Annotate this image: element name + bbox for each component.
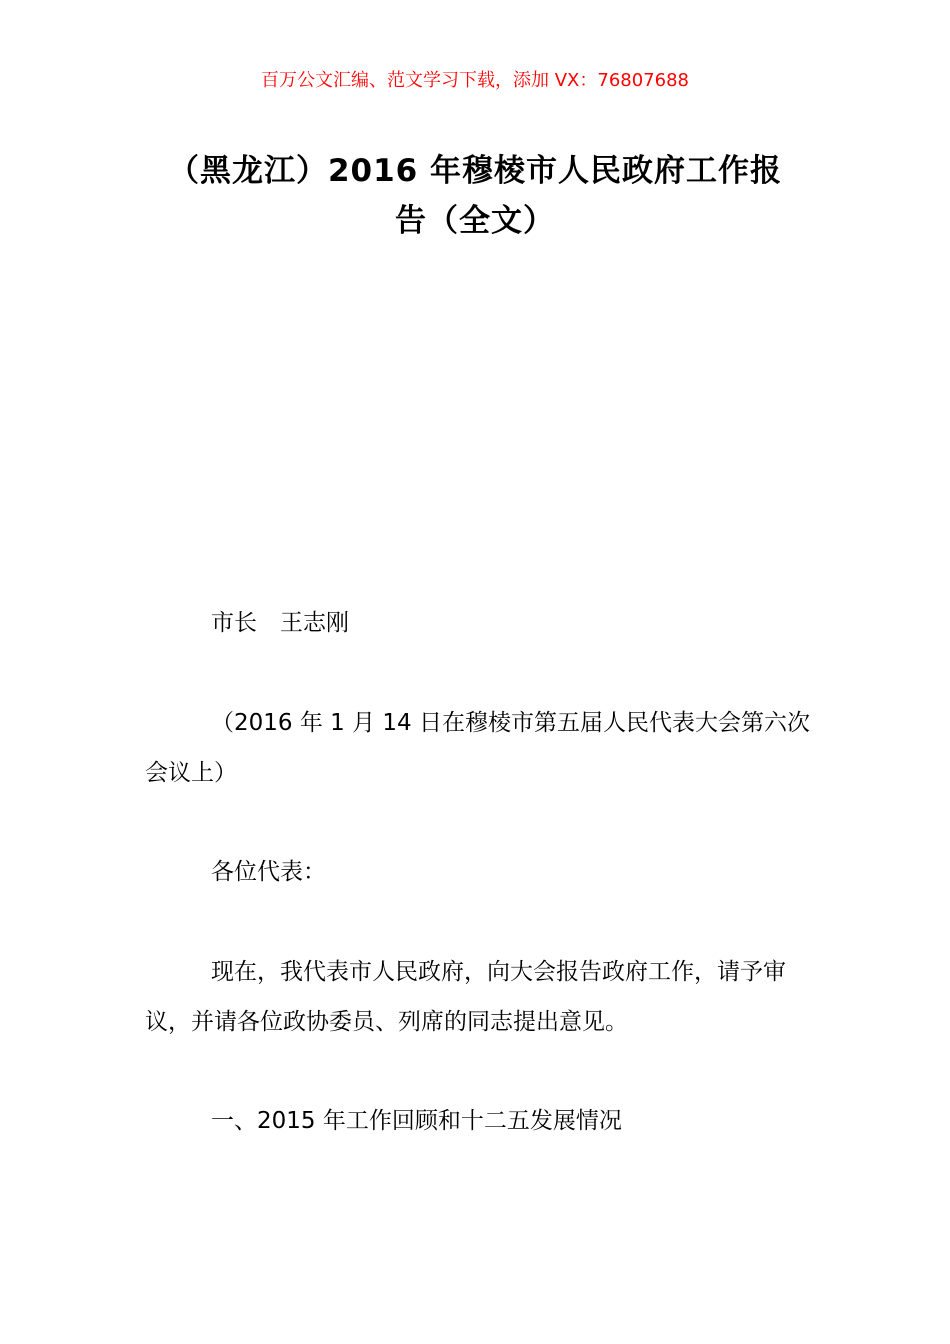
document-title [145,146,805,246]
meeting-note: （2016 年 1 月 14 日在穆棱市第五届人民代表大会第六次会议上） [145,710,810,786]
section-heading-1: 一、2015 年工作回顾和十二五发展情况 [211,1108,622,1134]
author-line: 市长 王志刚 [211,610,349,636]
intro-paragraph: 现在，我代表市人民政府，向大会报告政府工作，请予审议，并请各位政协委员、列席的同志提出意见。 [145,959,786,1035]
watermark-header: 百万公文汇编、范文学习下载，添加 VX：76807688 [261,70,689,91]
greeting: 各位代表： [211,859,326,885]
title-line-1: （黑龙江）2016 年穆棱市人民政府工作报 [167,153,783,189]
title-line-2: 告（全文） [395,203,555,239]
